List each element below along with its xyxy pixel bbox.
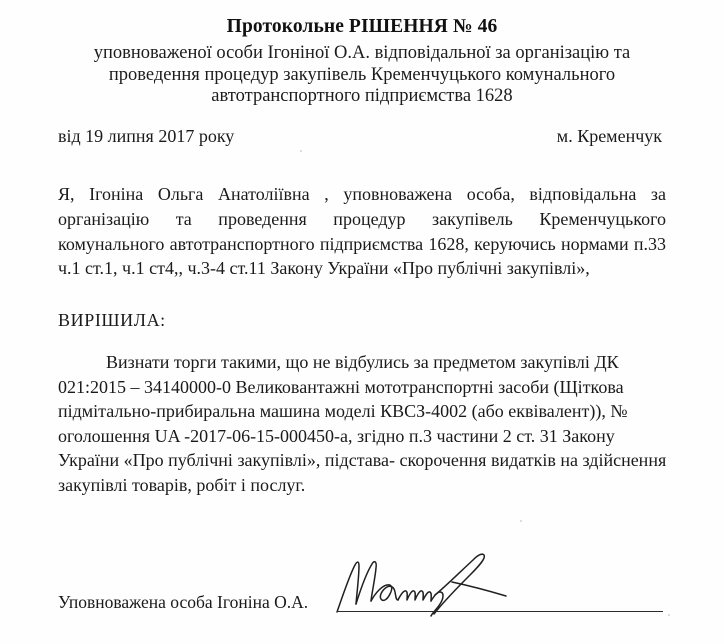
document-place: м. Кременчук <box>556 126 662 146</box>
signature-label: Уповноважена особа Ігоніна О.А. <box>58 592 309 612</box>
date-place-row <box>58 126 666 147</box>
scan-speck <box>520 520 522 522</box>
subtitle-line-2: проведення процедур закупівель Кременчуцького комунального <box>108 64 616 85</box>
resolve-heading: ВИРІШИЛА: <box>58 310 166 330</box>
title-block <box>58 14 666 108</box>
signature-rule <box>337 611 663 612</box>
decision-paragraph: Визнати торги такими, що не відбулись за предметом закупівлі ДК 021:2015 – 34140000-0 Великовантажні мототранспортні засоби (Щіткова підмітально-прибиральна машина моделі КВСЗ-4002 (або еквівалент)), № оголошення UA -2017-06-15-000450-а, згідно п.3 частини 2 ст. 31 Закону України «Про публічні закупівлі», підстава- скорочення видатків на здійснення закупівлі товарів, робіт і послуг. <box>58 352 667 495</box>
handwritten-signature-icon <box>334 552 544 618</box>
document-date: від 19 липня 2017 року <box>58 126 235 146</box>
subtitle-line-3: автотранспортного підприємства 1628 <box>211 86 513 106</box>
preamble-paragraph: Я, Ігоніна Ольга Анатоліївна , уповноважена особа, відповідальна за організацію та проведення процедур закупівель Кременчуцького комунального автотранспортного підприємства 1628, керуючись нормами п.33 ч.1 ст.1, ч.1 ст4,, ч.3-4 ст.11 Закону України «Про публічні закупівлі», <box>58 184 666 279</box>
page-title: Протокольне РІШЕННЯ № 46 <box>226 16 498 37</box>
scan-speck <box>300 150 302 152</box>
subtitle-line-1: уповноваженої особи Ігоніної О.А. відповідальної за організацію та <box>93 43 631 63</box>
scan-speck <box>668 614 670 616</box>
